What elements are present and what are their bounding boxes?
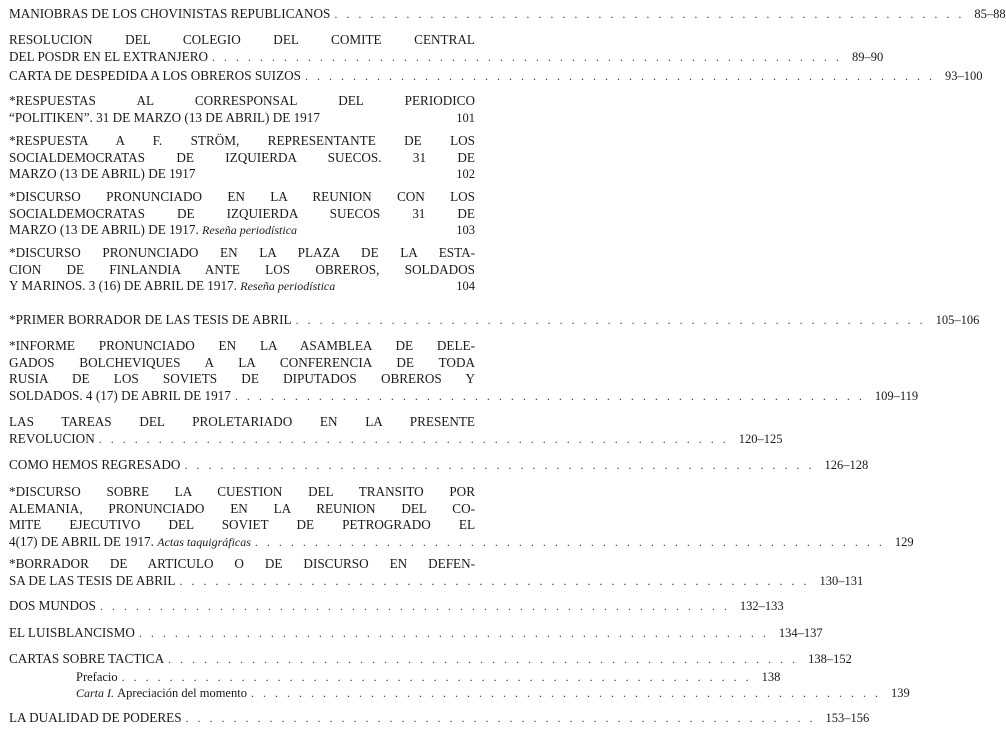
subentry-title: Prefacio [76, 670, 118, 684]
entry-title: RESOLUCION DEL COLEGIO DEL COMITE CENTRAL [9, 32, 475, 47]
toc-entry [9, 457, 869, 474]
entry-title: LAS TAREAS DEL PROLETARIADO EN LA PRESENTE [9, 414, 475, 429]
page-number: 126–128 [824, 458, 869, 472]
leader-dots: . . . . . . . . . . . . . . . . . . . . . . . . . . . . . . . . . . . . . . . . . . . . . . . . . . . . . [254, 534, 885, 549]
page-number: 138–152 [808, 652, 852, 666]
entry-title: *RESPUESTA A F. STRÖM, REPRESENTANTE DE LOS [9, 133, 475, 148]
toc-entry [9, 598, 784, 615]
page-number: 103 [456, 223, 475, 237]
entry-title: LA DUALIDAD DE PODERES [9, 710, 182, 725]
page-number: 85–88 [974, 7, 1006, 21]
entry-title: SA DE LAS TESIS DE ABRIL [9, 572, 176, 588]
toc-entry [9, 651, 852, 668]
leader-dots: . . . . . . . . . . . . . . . . . . . . . . . . . . . . . . . . . . . . . . . . . . . . . . . . . . . . . [334, 7, 965, 21]
page-number: 104 [456, 279, 475, 293]
entry-title: MARZO (13 DE ABRIL) DE 1917. [9, 222, 199, 237]
entry-title: *INFORME PRONUNCIADO EN LA ASAMBLEA DE DELE- [9, 338, 475, 353]
leader-dots: . . . . . . . . . . . . . . . . . . . . . . . . . . . . . . . . . . . . . . . . . . . . . . . . . . . . . [168, 652, 799, 666]
page-number: 89–90 [852, 49, 884, 64]
entry-title: COMO HEMOS REGRESADO [9, 457, 181, 472]
entry-note: Actas taquigráficas [157, 534, 251, 549]
page-number: 101 [456, 110, 475, 125]
leader-dots: . . . . . . . . . . . . . . . . . . . . . . . . . . . . . . . . . . . . . . . . . . . . . . . . . . . . . [138, 626, 769, 640]
entry-title: DOS MUNDOS [9, 598, 96, 613]
entry-title: REVOLUCION [9, 430, 95, 446]
page-number: 109–119 [874, 388, 919, 403]
entry-title: CARTA DE DESPEDIDA A LOS OBREROS SUIZOS [9, 68, 301, 83]
toc-entry [9, 189, 475, 239]
entry-title: EL LUISBLANCISMO [9, 625, 135, 640]
leader-dots: . . . . . . . . . . . . . . . . . . . . . . . . . . . . . . . . . . . . . . . . . . . . . . . . . . . . . [304, 69, 935, 83]
page-number: 105–106 [935, 313, 980, 327]
toc-entry [9, 32, 884, 65]
leader-dots: . . . . . . . . . . . . . . . . . . . . . . . . . . . . . . . . . . . . . . . . . . . . . . . . . . . . . [184, 458, 815, 472]
toc-subentry [76, 685, 910, 702]
toc-entry [9, 312, 980, 329]
entry-title: 4(17) DE ABRIL DE 1917. [9, 533, 154, 549]
page-number: 120–125 [738, 431, 783, 446]
entry-note: Reseña periodística [202, 223, 298, 237]
page-number: 139 [890, 686, 910, 700]
toc-entry [9, 245, 475, 295]
subentry-title-italic: Carta I. [76, 686, 115, 700]
entry-title: *BORRADOR DE ARTICULO O DE DISCURSO EN DEFEN- [9, 556, 475, 571]
leader-dots: . . . . . . . . . . . . . . . . . . . . . . . . . . . . . . . . . . . . . . . . . . . . . . . . . . . . . [99, 599, 730, 613]
page-number: 153–156 [825, 711, 870, 725]
toc-entry [9, 625, 823, 642]
leader-dots: . . . . . . . . . . . . . . . . . . . . . . . . . . . . . . . . . . . . . . . . . . . . . . . . . . . . . [234, 388, 865, 403]
page-number: 134–137 [778, 626, 823, 640]
leader-dots: . . . . . . . . . . . . . . . . . . . . . . . . . . . . . . . . . . . . . . . . . . . . . . . . . . . . . [212, 49, 843, 64]
entry-title: SOCIALDEMOCRATAS DE IZQUIERDA SUECOS 31 DE [9, 205, 475, 221]
page-number: 138 [761, 670, 781, 684]
toc-entry [9, 556, 864, 589]
entry-title: Y MARINOS. 3 (16) DE ABRIL DE 1917. [9, 278, 237, 293]
entry-title: MANIOBRAS DE LOS CHOVINISTAS REPUBLICANOS [9, 6, 331, 21]
page-number: 93–100 [944, 69, 983, 83]
toc-entry [9, 710, 870, 727]
toc-entry [9, 484, 914, 550]
entry-title: *RESPUESTAS AL CORRESPONSAL DEL PERIODICO [9, 93, 475, 108]
entry-note: Reseña periodística [240, 279, 336, 293]
entry-title: MITE EJECUTIVO DEL SOVIET DE PETROGRADO EL [9, 517, 475, 532]
toc-entry [9, 6, 1006, 23]
entry-title: DEL POSDR EN EL EXTRANJERO [9, 48, 209, 64]
leader-dots: . . . . . . . . . . . . . . . . . . . . . . . . . . . . . . . . . . . . . . . . . . . . . . . . . . . . . [250, 686, 881, 700]
toc-subentry [76, 669, 781, 686]
entry-title: ALEMANIA, PRONUNCIADO EN LA REUNION DEL CO- [9, 500, 475, 516]
page-number: 130–131 [819, 573, 864, 588]
entry-title: RUSIA DE LOS SOVIETS DE DIPUTADOS OBREROS Y [9, 371, 475, 386]
page-number: 129 [894, 534, 914, 549]
entry-title: GADOS BOLCHEVIQUES A LA CONFERENCIA DE TODA [9, 354, 475, 370]
toc-entry [9, 68, 983, 85]
leader-dots: . . . . . . . . . . . . . . . . . . . . . . . . . . . . . . . . . . . . . . . . . . . . . . . . . . . . . [121, 670, 752, 684]
leader-dots: . . . . . . . . . . . . . . . . . . . . . . . . . . . . . . . . . . . . . . . . . . . . . . . . . . . . . [98, 431, 729, 446]
leader-dots: . . . . . . . . . . . . . . . . . . . . . . . . . . . . . . . . . . . . . . . . . . . . . . . . . . . . . [179, 573, 810, 588]
page-number: 132–133 [739, 599, 784, 613]
toc-entry [9, 338, 919, 404]
entry-title: SOLDADOS. 4 (17) DE ABRIL DE 1917 [9, 387, 231, 403]
entry-title: CARTAS SOBRE TACTICA [9, 651, 165, 666]
leader-dots: . . . . . . . . . . . . . . . . . . . . . . . . . . . . . . . . . . . . . . . . . . . . . . . . . . . . . [295, 313, 926, 327]
toc-entry [9, 414, 783, 447]
toc-entry [9, 93, 475, 126]
entry-title: SOCIALDEMOCRATAS DE IZQUIERDA SUECOS. 31 DE [9, 149, 475, 165]
entry-title: MARZO (13 DE ABRIL) DE 1917 [9, 166, 196, 181]
entry-title: CION DE FINLANDIA ANTE LOS OBREROS, SOLDADOS [9, 261, 475, 277]
entry-title: *DISCURSO SOBRE LA CUESTION DEL TRANSITO POR [9, 484, 475, 499]
entry-title: *PRIMER BORRADOR DE LAS TESIS DE ABRIL [9, 312, 292, 327]
page-number: 102 [456, 167, 475, 181]
toc-entry [9, 133, 475, 183]
entry-title: *DISCURSO PRONUNCIADO EN LA PLAZA DE LA ESTA- [9, 245, 475, 260]
subentry-title: Apreciación del momento [117, 686, 247, 700]
entry-title: *DISCURSO PRONUNCIADO EN LA REUNION CON LOS [9, 189, 475, 204]
leader-dots: . . . . . . . . . . . . . . . . . . . . . . . . . . . . . . . . . . . . . . . . . . . . . . . . . . . . . [185, 711, 816, 725]
entry-title: “POLITIKEN”. 31 DE MARZO (13 DE ABRIL) DE 1917 [9, 109, 320, 125]
